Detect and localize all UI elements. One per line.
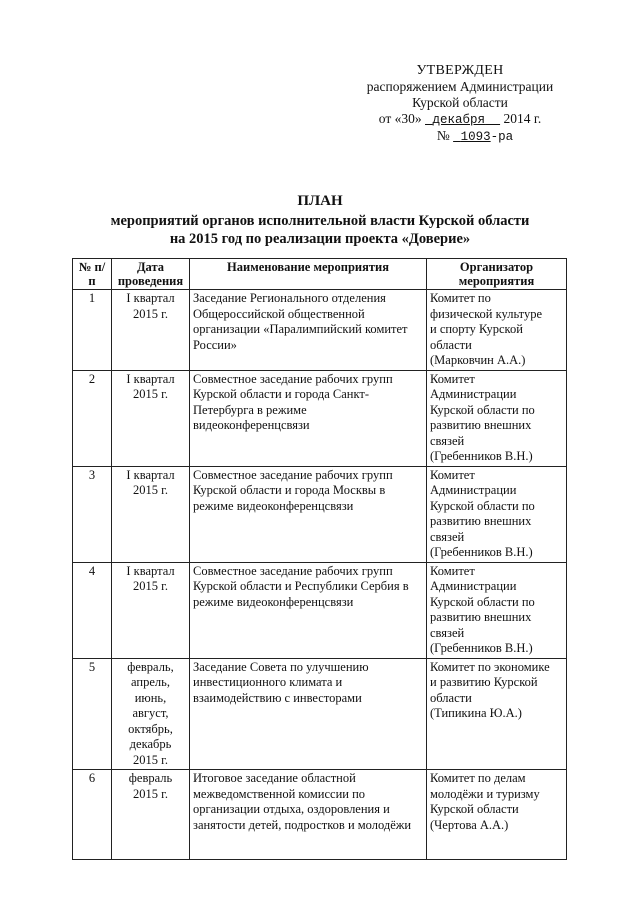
row-event: Совместное заседание рабочих групп Курской области и города Санкт-Петербурга в режиме видеоконференцсвязи <box>190 370 427 466</box>
row-event: Итоговое заседание областной межведомственной комиссии по организации отдыха, оздоровления и занятости детей, подростков и молодёжи <box>190 770 427 860</box>
table-row <box>73 290 567 371</box>
row-date: I квартал 2015 г. <box>112 562 190 658</box>
row-date: I квартал 2015 г. <box>112 370 190 466</box>
header-event: Наименование мероприятия <box>190 259 427 290</box>
approval-authority: распоряжением Администрации <box>366 79 554 94</box>
row-number: 2 <box>73 370 112 466</box>
table-row <box>73 562 567 658</box>
row-event: Совместное заседание рабочих групп Курской области и Республики Сербия в режиме видеоконференцсвязи <box>190 562 427 658</box>
plan-heading: ПЛАН <box>297 193 343 209</box>
approval-date: от «30» декабря 2014 г. <box>378 111 542 127</box>
row-date: I квартал 2015 г. <box>112 466 190 562</box>
header-date: Дата проведения <box>112 259 190 290</box>
row-organizer: Комитет Администрации Курской области по развитию внешних связей (Гребенников В.Н.) <box>427 466 567 562</box>
row-organizer: Комитет по экономике и развитию Курской области (Типикина Ю.А.) <box>427 658 567 770</box>
row-organizer: Комитет Администрации Курской области по развитию внешних связей (Гребенников В.Н.) <box>427 562 567 658</box>
row-number: 6 <box>73 770 112 860</box>
table-row <box>73 466 567 562</box>
row-date: февраль 2015 г. <box>112 770 190 860</box>
row-number: 1 <box>73 290 112 371</box>
row-date: I квартал 2015 г. <box>112 290 190 371</box>
plan-subtitle-2: на 2015 год по реализации проекта «Доверие» <box>169 231 471 247</box>
row-number: 3 <box>73 466 112 562</box>
table-row <box>73 370 567 466</box>
table-row <box>73 658 567 770</box>
row-organizer: Комитет Администрации Курской области по развитию внешних связей (Гребенников В.Н.) <box>427 370 567 466</box>
approval-day: 30 <box>401 111 415 126</box>
approval-year: 2014 г. <box>503 111 542 126</box>
document-title <box>60 192 580 248</box>
approval-month: декабря <box>432 113 486 127</box>
events-table <box>72 258 567 860</box>
approval-number: № 1093-ра <box>436 128 514 144</box>
row-event: Заседание Совета по улучшению инвестиционного климата и взаимодействию с инвесторами <box>190 658 427 770</box>
row-number: 4 <box>73 562 112 658</box>
header-organizer: Организатор мероприятия <box>427 259 567 290</box>
table-header-row <box>73 259 567 290</box>
row-event: Заседание Регионального отделения Общероссийской общественной организации «Паралимпийский комитет России» <box>190 290 427 371</box>
table-row <box>73 770 567 860</box>
row-date: февраль, апрель, июнь, август, октябрь, декабрь 2015 г. <box>112 658 190 770</box>
row-organizer: Комитет по физической культуре и спорту Курской области (Марковчин А.А.) <box>427 290 567 371</box>
approval-stamp <box>350 63 570 145</box>
row-organizer: Комитет по делам молодёжи и туризму Курской области (Чертова А.А.) <box>427 770 567 860</box>
approval-region: Курской области <box>412 95 508 110</box>
row-number: 5 <box>73 658 112 770</box>
header-number: № п/п <box>73 259 112 290</box>
row-event: Совместное заседание рабочих групп Курской области и города Москвы в режиме видеоконференцсвязи <box>190 466 427 562</box>
approval-title: УТВЕРЖДЕН <box>416 63 504 78</box>
plan-subtitle-1: мероприятий органов исполнительной власти Курской области <box>110 213 530 229</box>
